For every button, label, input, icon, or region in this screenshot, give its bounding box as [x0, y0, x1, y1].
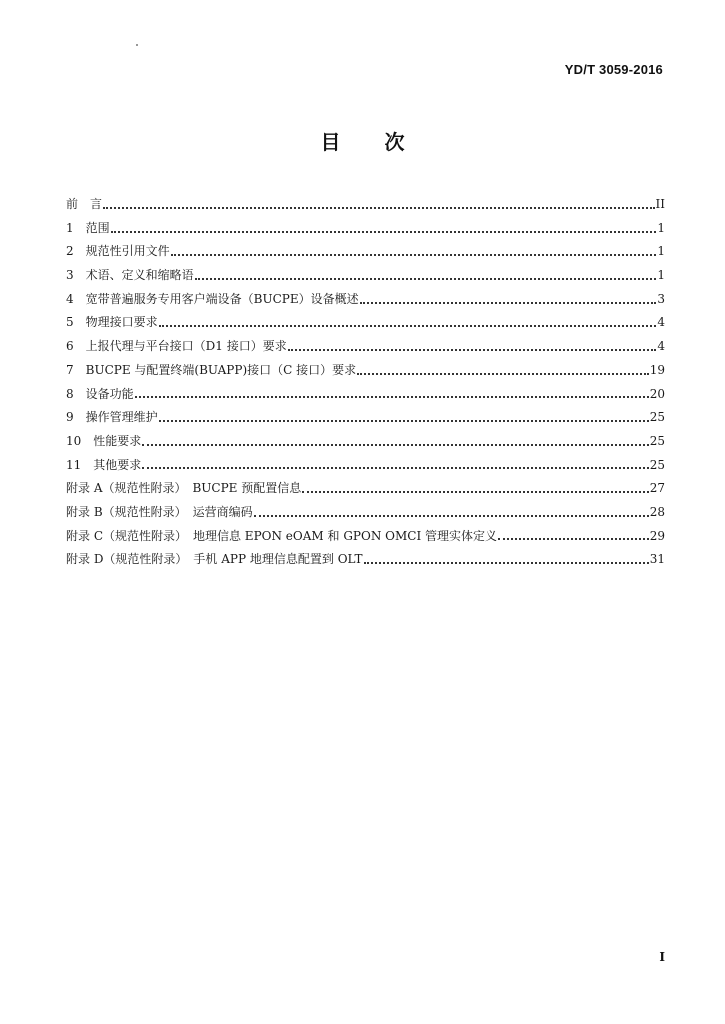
toc-entry-page: 31: [649, 552, 665, 567]
toc-entry-label: 8 设备功能: [66, 386, 134, 401]
toc-entry-page: 4: [657, 339, 665, 354]
toc-entry-10[interactable]: [66, 430, 665, 454]
toc-entry-page: 19: [649, 362, 665, 377]
toc-entry-annex-b[interactable]: [66, 501, 665, 525]
toc-entry-label: 9 操作管理维护: [66, 410, 158, 425]
toc-entry-label: 附录 B（规范性附录） 运营商编码: [66, 504, 253, 519]
toc-entry-page: 29: [649, 528, 665, 543]
toc-entry-label: 1 范围: [66, 220, 110, 235]
dot-leader: [302, 483, 648, 495]
toc-entry-label: 附录 A（规范性附录） BUCPE 预配置信息: [66, 481, 302, 496]
toc-entry-foreword[interactable]: [66, 193, 665, 217]
toc-entry-6[interactable]: [66, 335, 665, 359]
dot-leader: [288, 341, 657, 353]
toc-entry-label: 6 上报代理与平台接口（D1 接口）要求: [66, 339, 287, 354]
toc-entry-page: II: [655, 197, 665, 211]
dot-leader: [142, 436, 648, 448]
toc-entry-label: 2 规范性引用文件: [66, 244, 170, 259]
title-char-2: 次: [384, 130, 405, 154]
toc-entry-label: 附录 D（规范性附录） 手机 APP 地理信息配置到 OLT: [66, 552, 363, 567]
toc-entry-page: 20: [649, 386, 665, 401]
toc-entry-9[interactable]: [66, 406, 665, 430]
toc-entry-page: 25: [649, 410, 665, 425]
toc-entry-5[interactable]: [66, 311, 665, 335]
toc-entry-label: 3 术语、定义和缩略语: [66, 268, 194, 283]
toc-entry-page: 1: [657, 220, 665, 235]
toc-entry-8[interactable]: [66, 383, 665, 407]
dot-leader: [254, 507, 649, 519]
toc-entry-label: 前 言: [66, 197, 103, 211]
dot-leader: [498, 530, 649, 542]
dot-leader: [135, 388, 649, 400]
page-title: [0, 126, 725, 155]
toc-entry-page: 1: [657, 244, 665, 259]
dot-leader: [364, 554, 649, 566]
toc-entry-1[interactable]: [66, 217, 665, 241]
dot-leader: [159, 412, 649, 424]
standard-code: YD/T 3059-2016: [564, 62, 663, 77]
toc-entry-label: 5 物理接口要求: [66, 315, 158, 330]
dot-leader: [360, 294, 657, 306]
dot-leader: [111, 223, 657, 235]
toc-entry-page: 1: [657, 268, 665, 283]
toc-entry-label: 7 BUCPE 与配置终端(BUAPP)接口（C 接口）要求: [66, 362, 357, 377]
dot-leader: [357, 365, 649, 377]
toc-entry-page: 25: [649, 457, 665, 472]
toc-entry-7[interactable]: [66, 359, 665, 383]
toc-entry-label: 10 性能要求: [66, 433, 142, 448]
dot-leader: [159, 317, 657, 329]
toc-entry-label: 4 宽带普遍服务专用客户端设备（BUCPE）设备概述: [66, 291, 359, 306]
toc-entry-page: 25: [649, 433, 665, 448]
toc-entry-annex-a[interactable]: [66, 477, 665, 501]
dot-leader: [195, 270, 657, 282]
toc-entry-label: 11 其他要求: [66, 457, 142, 472]
toc-entry-annex-d[interactable]: [66, 548, 665, 572]
dot-leader: [171, 246, 657, 258]
dot-leader: [142, 459, 648, 471]
toc-entry-11[interactable]: [66, 454, 665, 478]
toc-entry-page: 3: [657, 291, 665, 306]
toc-entry-annex-c[interactable]: [66, 525, 665, 549]
page-number: I: [659, 950, 665, 964]
title-char-1: 目: [320, 130, 341, 154]
toc-entry-3[interactable]: [66, 264, 665, 288]
scan-speck: [136, 44, 138, 46]
toc-entry-page: 28: [649, 504, 665, 519]
toc-entry-label: 附录 C（规范性附录） 地理信息 EPON eOAM 和 GPON OMCI 管理实体定义: [66, 528, 497, 543]
toc-entry-page: 4: [657, 315, 665, 330]
toc-entry-page: 27: [649, 481, 665, 496]
table-of-contents: [66, 193, 665, 572]
dot-leader: [103, 199, 655, 211]
toc-entry-4[interactable]: [66, 288, 665, 312]
toc-entry-2[interactable]: [66, 240, 665, 264]
